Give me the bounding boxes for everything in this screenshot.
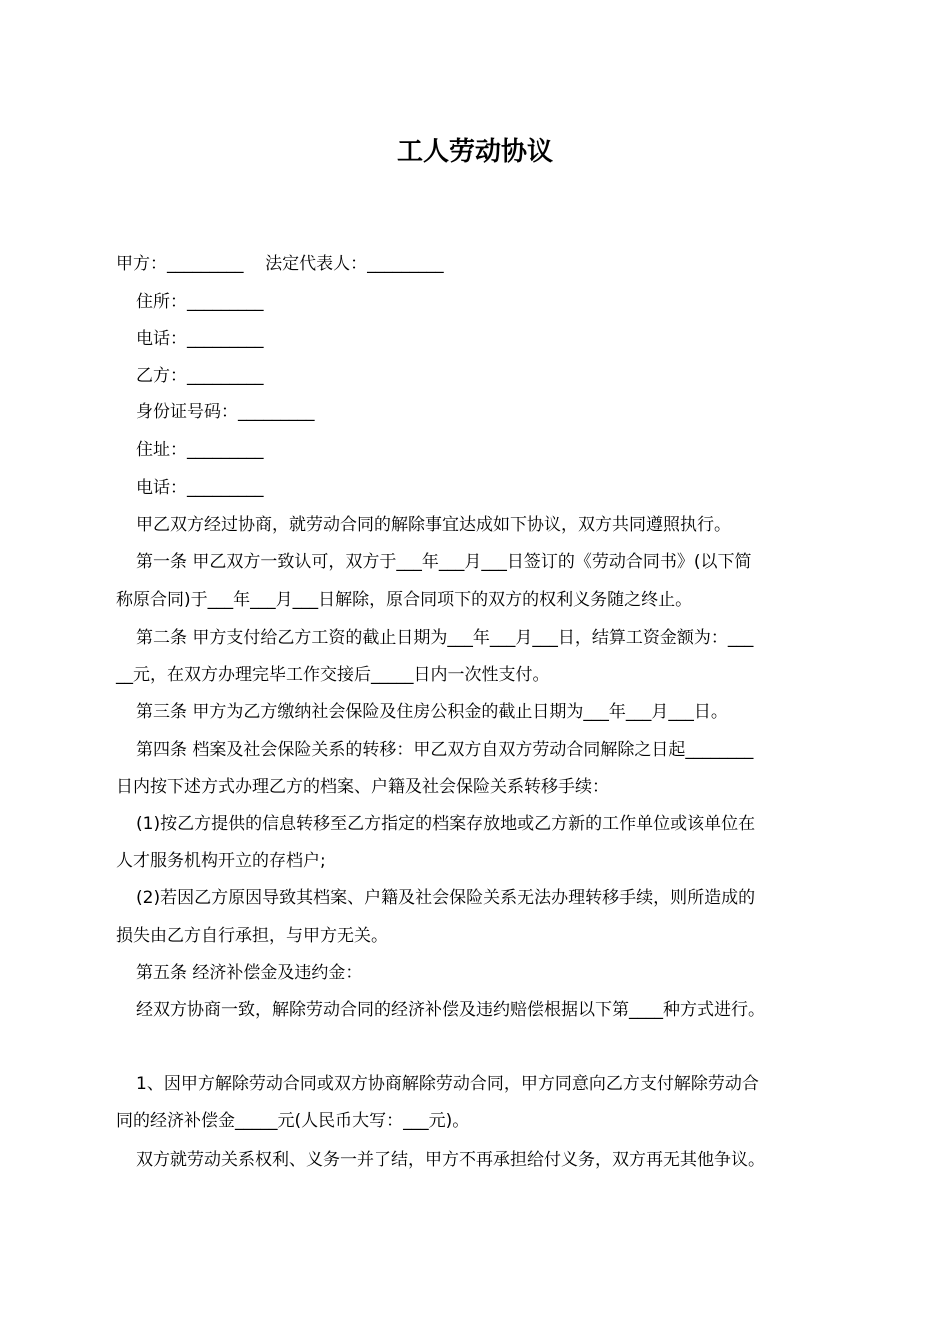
settlement-line: 双方就劳动关系权利、义务一并了结，甲方不再承担给付义务，双方再无其他争议。 (136, 1150, 765, 1170)
article-4-line-1: 第四条 档案及社会保险关系的转移：甲乙双方自双方劳动合同解除之日起________ (136, 740, 754, 760)
party-b-phone-line: 电话：_________ (136, 478, 264, 498)
party-b-line: 乙方：_________ (136, 366, 264, 386)
document-title: 工人劳动协议 (396, 137, 553, 167)
article-3-line: 第三条 甲方为乙方缴纳社会保险及住房公积金的截止日期为___年___月___日。 (136, 702, 728, 722)
article-4-line-2: 日内按下述方式办理乙方的档案、户籍及社会保险关系转移手续： (116, 777, 609, 797)
party-a-line: 甲方：_________ 法定代表人：_________ (116, 254, 444, 274)
option-1-line-2: 同的经济补偿金_____元(人民币大写：___元)。 (116, 1111, 470, 1131)
clause-1-line-2: 人才服务机构开立的存档户; (116, 851, 326, 871)
party-a-address-line: 住所：_________ (136, 292, 264, 312)
party-a-phone-line: 电话：_________ (136, 329, 264, 349)
article-2-line-2: __元，在双方办理完毕工作交接后_____日内一次性支付。 (116, 665, 550, 685)
article-1-line-1: 第一条 甲乙双方一致认可，双方于___年___月___日签订的《劳动合同书》(以下简 (136, 552, 752, 572)
option-1-line-1: 1、因甲方解除劳动合同或双方协商解除劳动合同，甲方同意向乙方支付解除劳动合 (136, 1074, 759, 1094)
party-b-id-line: 身份证号码：_________ (136, 402, 315, 422)
intro-paragraph: 甲乙双方经过协商，就劳动合同的解除事宜达成如下协议，双方共同遵照执行。 (136, 515, 731, 535)
clause-2-line-1: (2)若因乙方原因导致其档案、户籍及社会保险关系无法办理转移手续，则所造成的 (136, 888, 756, 908)
clause-1-line-1: (1)按乙方提供的信息转移至乙方指定的档案存放地或乙方新的工作单位或该单位在 (136, 814, 756, 834)
article-5-heading: 第五条 经济补偿金及违约金： (136, 963, 363, 983)
article-2-line-1: 第二条 甲方支付给乙方工资的截止日期为___年___月___日，结算工资金额为：___ (136, 628, 754, 648)
clause-2-line-2: 损失由乙方自行承担，与甲方无关。 (116, 926, 388, 946)
article-5-body: 经双方协商一致，解除劳动合同的经济补偿及违约赔偿根据以下第____种方式进行。 (136, 1000, 765, 1020)
party-b-address-line: 住址：_________ (136, 440, 264, 460)
article-1-line-2: 称原合同)于___年___月___日解除，原合同项下的双方的权利义务随之终止。 (116, 590, 693, 610)
